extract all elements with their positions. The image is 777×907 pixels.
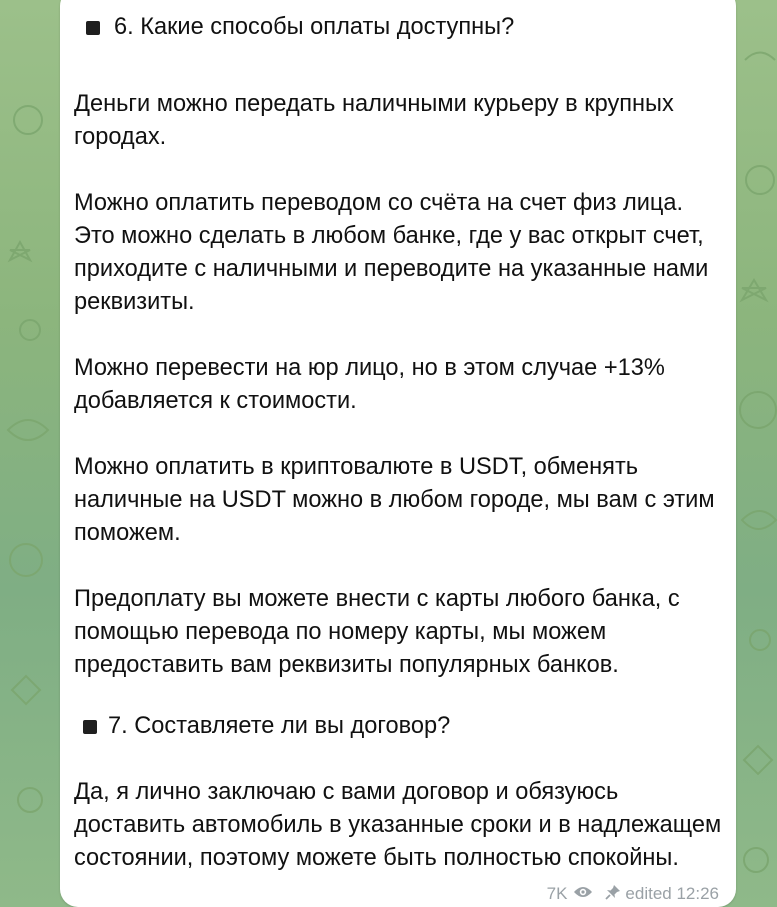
heading-7-text: 7. Составляете ли вы договор? xyxy=(108,713,451,739)
heading-6 xyxy=(74,0,724,55)
black-square-icon xyxy=(83,720,97,734)
paragraph-prepayment: Предоплату вы можете внести с карты любого банка, с помощью перевода по номеру карты, мы можем предоставить вам реквизиты популярных банков. xyxy=(74,586,680,678)
black-square-icon xyxy=(86,21,100,35)
heading-7 xyxy=(74,699,724,754)
pin-icon xyxy=(605,884,621,905)
message-meta xyxy=(547,881,719,907)
eye-icon xyxy=(573,884,593,904)
view-count: 7K xyxy=(546,884,568,903)
paragraph-crypto: Можно оплатить в криптовалюте в USDT, обменять наличные на USDT можно в любом городе, мы вам с этим поможем. xyxy=(74,454,715,546)
paragraph-contract: Да, я лично заключаю с вами договор и обязуюсь доставить автомобиль в указанные сроки и в надлежащем состоянии, поэтому можете быть полностью спокойны. xyxy=(74,779,722,871)
message-text xyxy=(74,0,724,875)
paragraph-legal-entity: Можно перевести на юр лицо, но в этом случае +13% добавляется к стоимости. xyxy=(74,355,665,414)
heading-6-text: 6. Какие способы оплаты доступны? xyxy=(114,14,515,40)
paragraph-transfer: Можно оплатить переводом со счёта на счет физ лица. Это можно сделать в любом банке, где у вас открыт счет, приходите с наличными и переводите на указанные нами реквизиты. xyxy=(74,190,709,315)
paragraph-cash: Деньги можно передать наличными курьеру в крупных городах. xyxy=(74,91,674,150)
edited-timestamp: edited 12:26 xyxy=(625,884,719,903)
